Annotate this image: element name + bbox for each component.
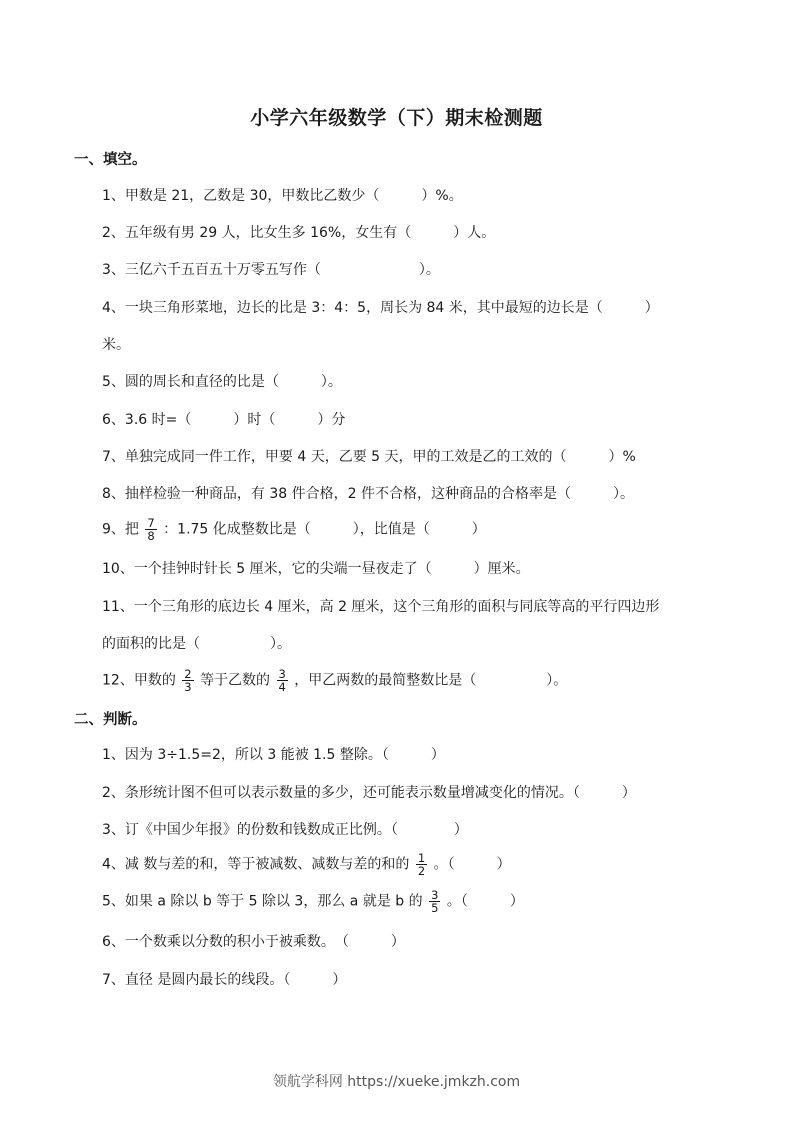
question-line: 7、单独完成同一件工作，甲要 4 天，乙要 5 天，甲的工效是乙的工效的（ ）% xyxy=(102,449,636,465)
question-line: 3、三亿六千五百五十万零五写作（ ）。 xyxy=(102,262,440,278)
question-line-continued: 的面积的比是（ ）。 xyxy=(102,636,291,652)
question-text: 4、减 数与差的和，等于被减数、减数与差的和的 xyxy=(102,856,410,873)
question-text: ，甲乙两数的最简整数比是（ ）。 xyxy=(294,672,568,689)
question-text: 等于乙数的 xyxy=(200,672,271,689)
question-text: 12、甲数的 xyxy=(102,672,176,689)
fraction-numerator: 3 xyxy=(278,667,286,681)
fraction-denominator: 8 xyxy=(147,529,155,543)
question-text: 。（ ） xyxy=(446,893,524,910)
question-line xyxy=(102,889,524,914)
question-line: 1、甲数是 21，乙数是 30，甲数比乙数少（ ）%。 xyxy=(102,188,463,204)
question-text: 9、把 xyxy=(102,521,139,538)
fraction-denominator: 2 xyxy=(417,864,426,878)
question-line: 10、一个挂钟时针长 5 厘米，它的尖端一昼夜走了（ ）厘米。 xyxy=(102,561,530,577)
question-line: 6、一个数乘以分数的积小于被乘数。 （ ） xyxy=(102,934,405,950)
question-line: 2、条形统计图不但可以表示数量的多少，还可能表示数量增减变化的情况。（ ） xyxy=(102,785,636,801)
fraction xyxy=(416,852,427,877)
fraction-denominator: 4 xyxy=(278,680,286,694)
question-line: 8、抽样检验一种商品，有 38 件合格，2 件不合格，这种商品的合格率是（ ）。 xyxy=(102,486,634,502)
question-line: 11、一个三角形的底边长 4 厘米，高 2 厘米，这个三角形的面积与同底等高的平行四边形 xyxy=(102,599,660,615)
fraction-numerator: 3 xyxy=(431,888,439,902)
fraction-numerator: 1 xyxy=(417,851,426,865)
section-heading-judgement: 二、判断。 xyxy=(74,712,147,728)
question-text: ：1.75 化成整数比是（ ），比值是（ ） xyxy=(163,521,486,538)
footer-watermark: 领航学科网 https://xueke.jmkzh.com xyxy=(272,1074,521,1090)
question-line: 3、订《中国少年报》的份数和钱数成正比例。（ ） xyxy=(102,822,468,838)
question-line xyxy=(102,852,511,877)
section-heading-fill-in: 一、填空。 xyxy=(74,152,147,168)
question-line-continued: 米。 xyxy=(102,337,130,353)
question-line: 6、3.6 时=（ ）时（ ）分 xyxy=(102,412,346,428)
question-line: 7、直径 是圆内最长的线段。（ ） xyxy=(102,972,347,988)
fraction xyxy=(182,668,193,693)
question-text: 5、如果 a 除以 b 等于 5 除以 3，那么 a 就是 b 的 xyxy=(102,893,423,910)
fraction-denominator: 3 xyxy=(184,680,192,694)
question-text: 。（ ） xyxy=(433,856,511,873)
fraction xyxy=(429,889,440,914)
question-line: 1、因为 3÷1.5=2，所以 3 能被 1.5 整除。（ ） xyxy=(102,747,445,763)
fraction-numerator: 2 xyxy=(184,667,192,681)
question-line: 2、五年级有男 29 人，比女生多 16%，女生有（ ）人。 xyxy=(102,225,496,241)
question-line xyxy=(102,517,486,542)
page-title: 小学六年级数学（下）期末检测题 xyxy=(250,107,543,129)
question-line: 5、圆的周长和直径的比是（ ）。 xyxy=(102,374,342,390)
fraction-numerator: 7 xyxy=(147,516,155,530)
question-line: 4、一块三角形菜地，边长的比是 3：4：5，周长为 84 米，其中最短的边长是（ ） xyxy=(102,300,659,316)
fraction-denominator: 5 xyxy=(431,901,439,915)
fraction xyxy=(145,517,156,542)
fraction xyxy=(277,668,288,693)
question-line xyxy=(102,668,567,693)
